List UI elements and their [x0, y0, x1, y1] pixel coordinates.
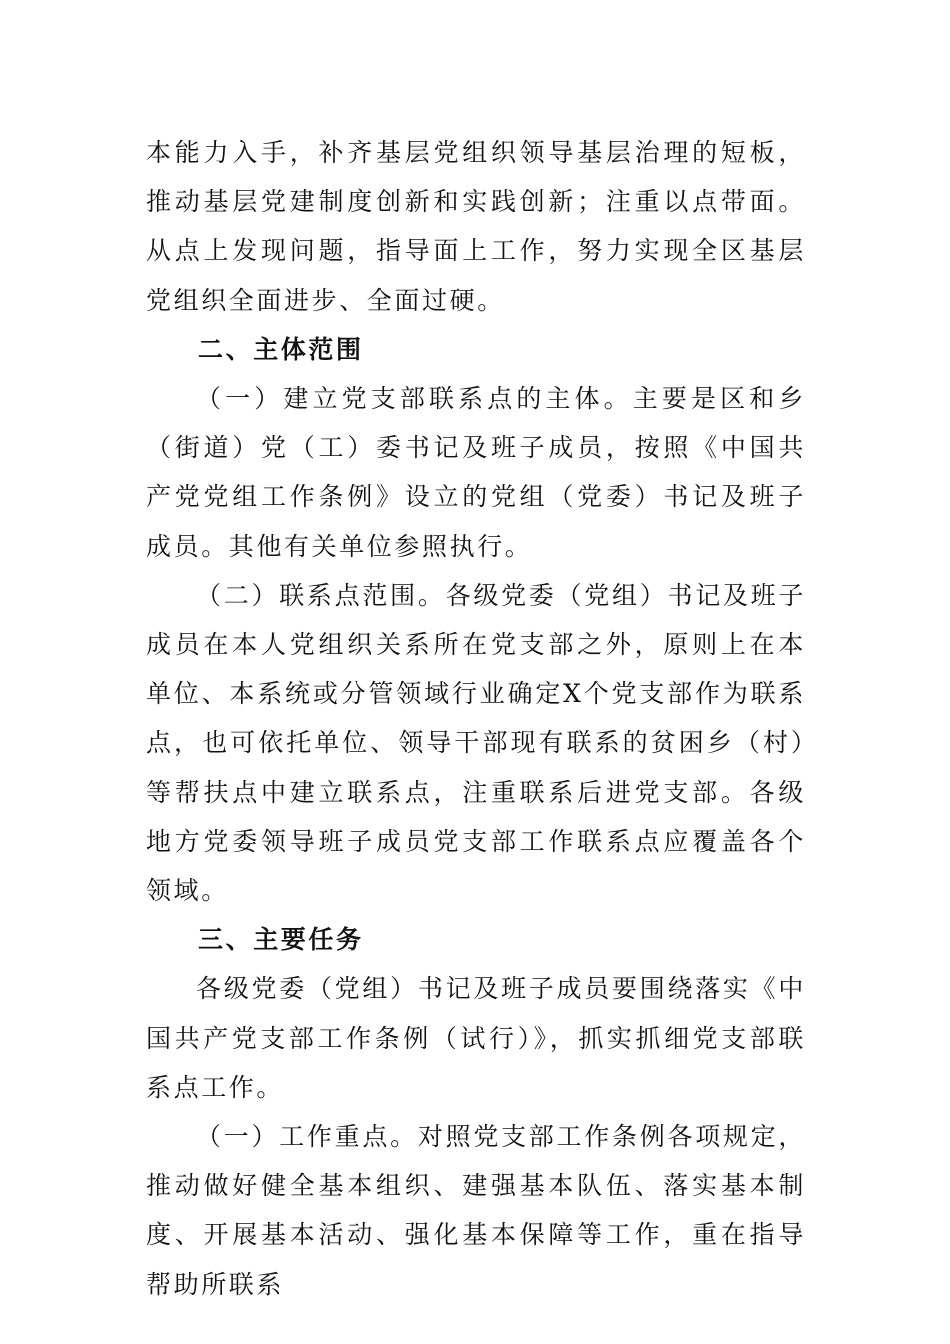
paragraph-tasks-intro: 各级党委（党组）书记及班子成员要围绕落实《中国共产党支部工作条例（试行）》，抓实抓细党支部联系点工作。	[146, 974, 806, 1102]
paragraph-continuation: 本能力入手，补齐基层党组织领导基层治理的短板，推动基层党建制度创新和实践创新；注重以点带面。从点上发现问题，指导面上工作，努力实现全区基层党组织全面进步、全面过硬。	[146, 138, 806, 315]
section-heading-scope: 二、主体范围	[198, 334, 364, 364]
section-heading-tasks: 三、主要任务	[198, 925, 364, 955]
paragraph-subject: （一）建立党支部联系点的主体。主要是区和乡（街道）党（工）委书记及班子成员，按照《中国共产党党组工作条例》设立的党组（党委）书记及班子成员。其他有关单位参照执行。	[146, 384, 806, 561]
document-body	[146, 128, 806, 1309]
paragraph-work-focus: （一）工作重点。对照党支部工作条例各项规定，推动做好健全基本组织、建强基本队伍、落实基本制度、开展基本活动、强化基本保障等工作，重在指导帮助所联系	[146, 1122, 806, 1299]
paragraph-contact-scope: （二）联系点范围。各级党委（党组）书记及班子成员在本人党组织关系所在党支部之外，原则上在本单位、本系统或分管领域行业确定X个党支部作为联系点，也可依托单位、领导干部现有联系的贫困乡（村）等帮扶点中建立联系点，注重联系后进党支部。各级地方党委领导班子成员党支部工作联系点应覆盖各个领域。	[146, 580, 806, 906]
